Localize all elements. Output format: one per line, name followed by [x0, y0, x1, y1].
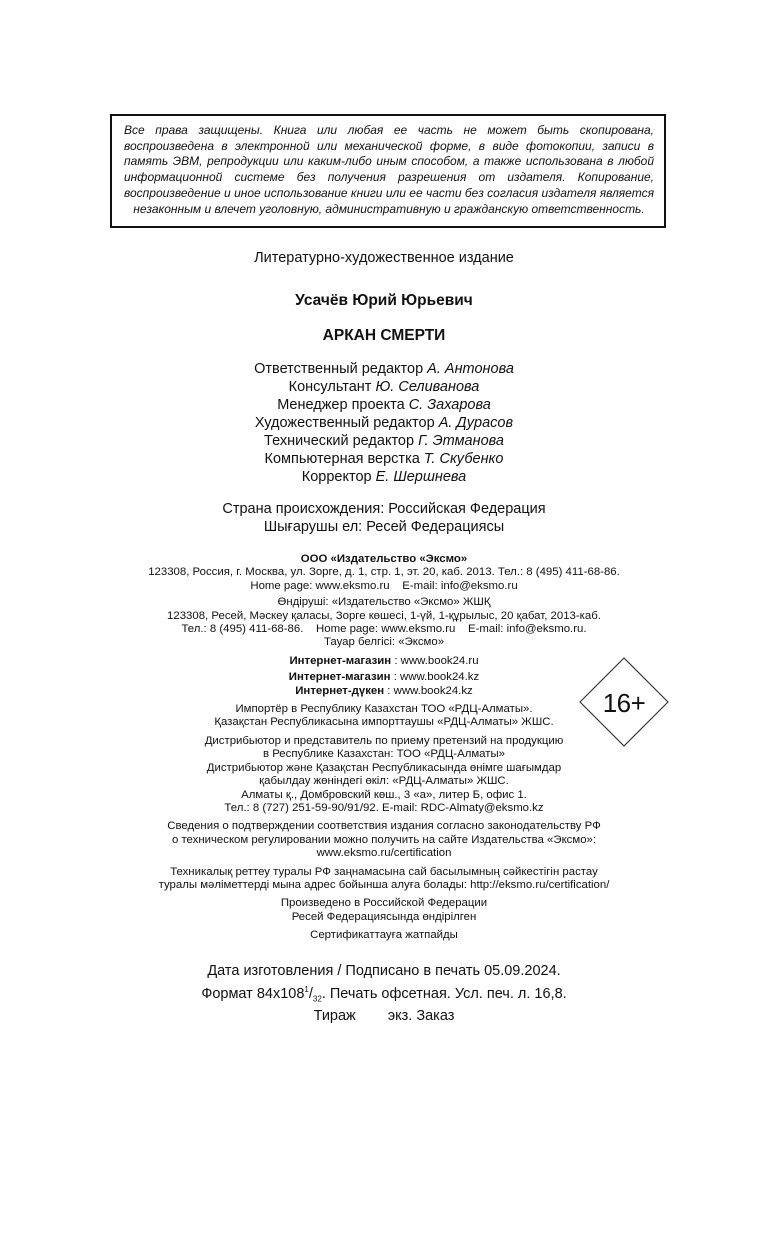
book-title: АРКАН СМЕРТИ [322, 327, 446, 344]
format-prefix: Формат 84x108 [201, 985, 305, 1002]
shop-url: : www.book24.ru [391, 654, 479, 667]
staff-name: А. Антонова [427, 361, 514, 377]
format-suffix: . Печать офсетная. Усл. печ. л. 16,8. [321, 985, 567, 1002]
distributor-line: в Республике Казахстан: ТОО «РДЦ-Алматы» [262, 748, 505, 761]
shop-label: Интернет-магазин [288, 671, 391, 684]
staff-line [0, 432, 768, 450]
origin-kz: Шығарушы ел: Ресей Федерациясы [263, 519, 505, 535]
staff-line [0, 468, 768, 486]
shop-label: Интернет-дүкен [295, 684, 385, 697]
distributor-line: Алматы қ., Домбровский көш., 3 «а», литер Б, офис 1. [241, 788, 527, 801]
not-certified: Сертификаттауға жатпайды [310, 929, 458, 942]
age-rating-badge [579, 657, 669, 747]
staff-role: Технический редактор [264, 433, 415, 449]
publisher-address: 123308, Россия, г. Москва, ул. Зорге, д. 1, стр. 1, эт. 20, каб. 2013. Тел.: 8 (495) 411-68-86. [148, 566, 620, 579]
staff-role: Менеджер проекта [277, 397, 405, 413]
publisher-kz-trademark: Тауар белгісі: «Эксмо» [323, 636, 445, 649]
publisher-kz-address: 123308, Ресей, Мәскеу қаласы, Зорге көшесі, 1-үй, 1-құрылыс, 20 қабат, 2013-каб. [167, 609, 601, 622]
distributor-line: Дистрибьютор және Қазақстан Республикасында өнімге шағымдар [206, 761, 562, 774]
importer-line: Импортёр в Республику Казахстан ТОО «РДЦ-Алматы». [235, 703, 533, 716]
format-sub: 32 [312, 994, 322, 1004]
distributor-line: қабылдау жөніндегі өкіл: «РДЦ-Алматы» ЖШС. [259, 775, 509, 788]
print-format [0, 981, 768, 1008]
publisher-kz-contacts: Тел.: 8 (495) 411-68-86. Home page: www.eksmo.ru E-mail: info@eksmo.ru. [181, 623, 587, 636]
staff-credits [0, 360, 768, 486]
produced-line: Ресей Федерациясында өндірілген [291, 910, 477, 923]
staff-name: Г. Этманова [418, 433, 504, 449]
importer-line: Қазақстан Республикасына импорттаушы «РДЦ-Алматы» ЖШС. [214, 716, 554, 729]
print-date: Дата изготовления / Подписано в печать 05.09.2024. [207, 963, 561, 979]
staff-role: Корректор [301, 469, 372, 485]
certification-ru-line: www.eksmo.ru/certification [316, 847, 452, 860]
staff-name: Т. Скубенко [423, 451, 504, 467]
distributor-line: Тел.: 8 (727) 251-59-90/91/92. E-mail: RDC-Almaty@eksmo.kz [224, 801, 544, 814]
staff-name: Ю. Селиванова [375, 379, 480, 395]
format-sup: 1 [304, 984, 309, 994]
format-sep: / [308, 985, 313, 1002]
copyright-notice-box [110, 114, 666, 228]
staff-line [0, 414, 768, 432]
certification-ru-line: о техническом регулировании можно получить на сайте Издательства «Эксмо»: [171, 833, 597, 846]
staff-line [0, 378, 768, 396]
staff-name: Е. Шершнева [375, 469, 467, 485]
staff-role: Ответственный редактор [254, 361, 424, 377]
author-name: Усачёв Юрий Юрьевич [295, 292, 473, 309]
copyright-notice-text: Все права защищены. Книга или любая ее часть не может быть скопирована, воспроизведена в электронной или механической форме, в виде фотокопии, записи в память ЭВМ, репродукции или каким-либо иным способом, а также использована в любой информационной системе без получения разрешения от издателя. Копирование, воспроизведение и иное использование книги или ее части без согласия издателя является незаконным и влечет уголовную, административную и гражданскую ответственность. [124, 123, 654, 216]
staff-line [0, 396, 768, 414]
shop-url: : www.book24.kz [384, 684, 473, 697]
print-info [0, 963, 768, 1025]
age-rating-label: 16+ [602, 687, 646, 718]
staff-role: Художественный редактор [254, 415, 435, 431]
edition-type: Литературно-художественное издание [254, 250, 514, 266]
shop-url: : www.book24.kz [390, 671, 480, 684]
distributor-line: Дистрибьютор и представитель по приему претензий на продукцию [204, 734, 564, 747]
run-label: Тираж [313, 1007, 356, 1024]
certification-kz-line: туралы мәліметтерді мына адрес бойынша алуға болады: http://eksmo.ru/certification/ [158, 878, 610, 891]
certification-ru-line: Сведения о подтверждении соответствия издания согласно законодательству РФ [167, 820, 601, 833]
publisher-info [0, 553, 768, 943]
staff-name: С. Захарова [408, 397, 491, 413]
staff-name: А. Дурасов [438, 415, 514, 431]
certification-kz-line: Техникалық реттеу туралы РФ заңнамасына сай басылымның сәйкестігін растау [170, 865, 598, 878]
publisher-web: Home page: www.eksmo.ru E-mail: info@eksmo.ru [250, 579, 518, 592]
origin-ru: Страна происхождения: Российская Федерация [222, 501, 546, 517]
publisher-name: ООО «Издательство «Эксмо» [300, 553, 468, 565]
staff-line [0, 450, 768, 468]
produced-line: Произведено в Российской Федерации [280, 897, 488, 910]
country-of-origin [0, 500, 768, 536]
copies-label: экз. Заказ [387, 1007, 455, 1024]
staff-role: Консультант [288, 379, 372, 395]
staff-role: Компьютерная верстка [264, 451, 420, 467]
staff-line [0, 360, 768, 378]
publisher-kz-maker: Өндіруші: «Издательство «Эксмо» ЖШҚ [277, 596, 491, 609]
print-run [0, 1008, 768, 1026]
shop-label: Интернет-магазин [289, 654, 392, 667]
